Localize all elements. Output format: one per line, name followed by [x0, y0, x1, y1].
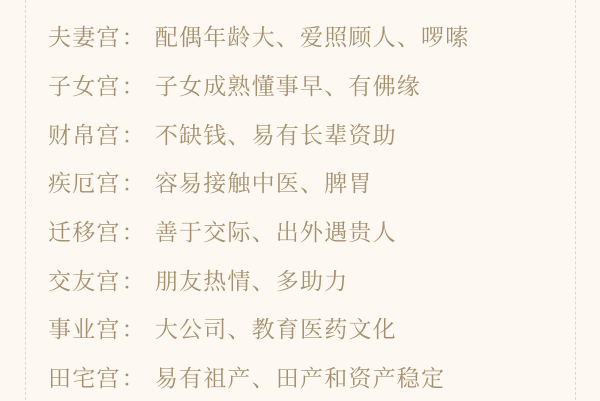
palace-colon: ：	[122, 68, 146, 101]
palace-row-friends	[48, 255, 572, 304]
palace-row-spouse	[48, 12, 572, 61]
palace-description: 配偶年龄大、爱照顾人、啰嗦	[155, 19, 470, 52]
palace-row-career	[48, 304, 572, 353]
palace-list	[48, 12, 572, 401]
palace-colon: ：	[122, 214, 146, 247]
palace-row-children	[48, 60, 572, 109]
palace-label: 田宅宫	[48, 360, 121, 393]
palace-colon: ：	[122, 311, 146, 344]
palace-description: 容易接触中医、脾胃	[155, 165, 373, 198]
left-dashed-border	[25, 0, 26, 400]
palace-colon: ：	[122, 263, 146, 296]
right-dashed-border	[575, 0, 576, 400]
palace-label: 夫妻宫	[48, 19, 121, 52]
palace-description: 易有祖产、田产和资产稳定	[155, 360, 445, 393]
palace-label: 迁移宫	[48, 214, 121, 247]
palace-row-property	[48, 352, 572, 401]
palace-label: 交友宫	[48, 263, 121, 296]
palace-colon: ：	[122, 117, 146, 150]
palace-description: 大公司、教育医药文化	[155, 311, 397, 344]
palace-colon: ：	[122, 360, 146, 393]
palace-label: 财帛宫	[48, 117, 121, 150]
palace-label: 事业宫	[48, 311, 121, 344]
palace-label: 疾厄宫	[48, 165, 121, 198]
palace-colon: ：	[122, 19, 146, 52]
palace-colon: ：	[122, 165, 146, 198]
palace-description: 子女成熟懂事早、有佛缘	[155, 68, 421, 101]
palace-row-health	[48, 158, 572, 207]
palace-row-travel	[48, 206, 572, 255]
palace-row-wealth	[48, 109, 572, 158]
palace-label: 子女宫	[48, 68, 121, 101]
palace-description: 不缺钱、易有长辈资助	[155, 117, 397, 150]
palace-description: 朋友热情、多助力	[155, 263, 349, 296]
palace-description: 善于交际、出外遇贵人	[155, 214, 397, 247]
